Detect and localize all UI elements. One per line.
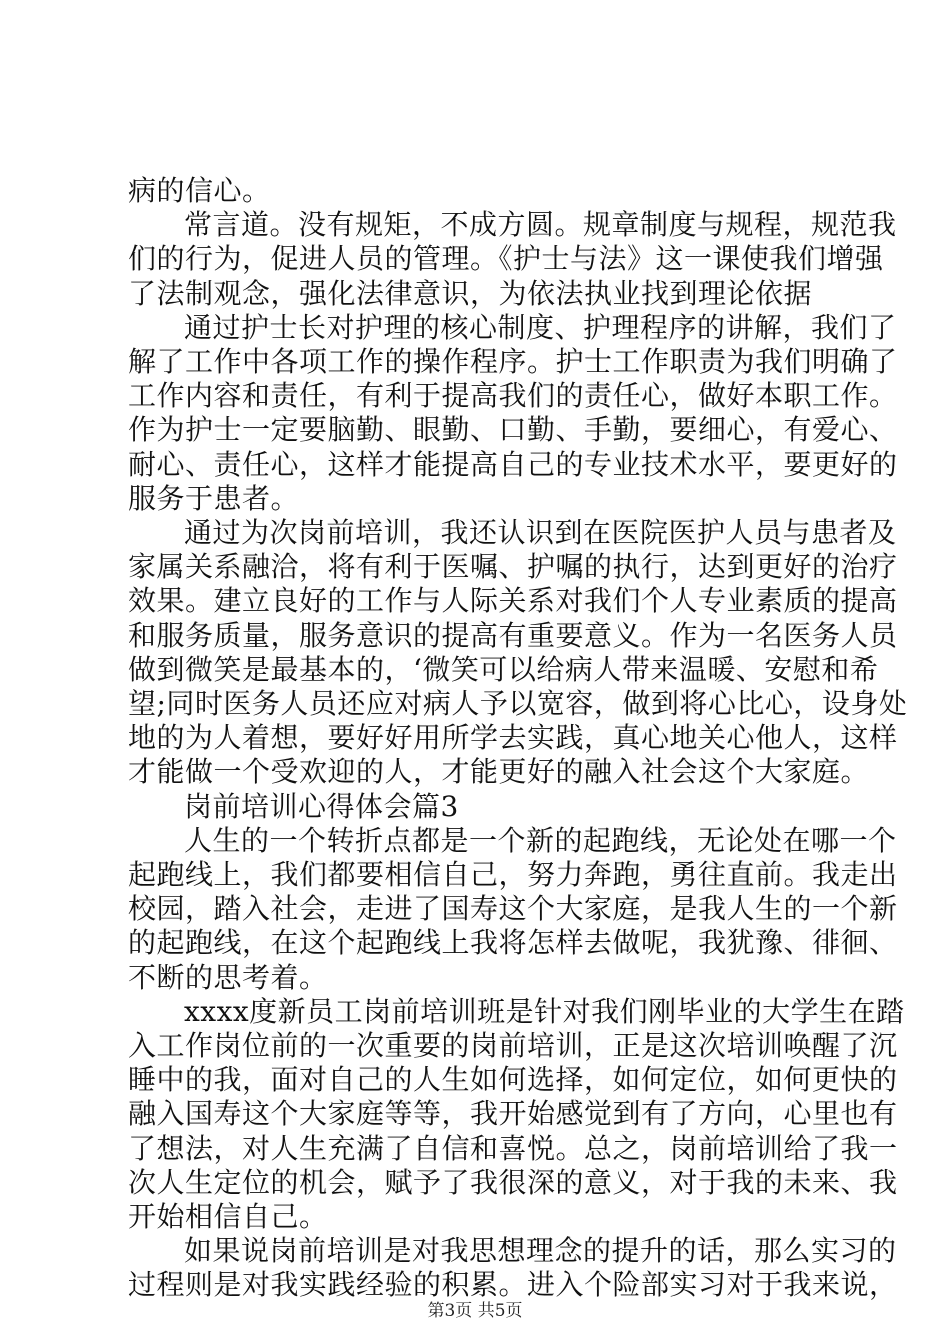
text-line: 家属关系融洽，将有利于医嘱、护嘱的执行，达到更好的治疗 <box>128 550 898 584</box>
paragraph-start: 通过护士长对护理的核心制度、护理程序的讲解，我们了 <box>184 310 897 344</box>
text-line: 做到微笑是最基本的，‘微笑可以给病人带来温暖、安慰和希 <box>128 652 879 686</box>
paragraph-start: 如果说岗前培训是对我思想理念的提升的话，那么实习的 <box>184 1234 897 1268</box>
text-line: 地的为人着想，要好好用所学去实践，真心地关心他人，这样 <box>128 721 898 755</box>
text-line: 融入国寿这个大家庭等等，我开始感觉到有了方向，心里也有 <box>128 1097 898 1131</box>
text-line: 校园，踏入社会，走进了国寿这个大家庭，是我人生的一个新 <box>128 892 898 926</box>
text-line: 过程则是对我实践经验的积累。进入个险部实习对于我来说， <box>128 1268 898 1302</box>
text-line: 作为护士一定要脑勤、眼勤、口勤、手勤，要细心，有爱心、 <box>128 413 898 447</box>
text-line: 了法制观念，强化法律意识，为依法执业找到理论依据 <box>128 276 813 310</box>
text-line: 解了工作中各项工作的操作程序。护士工作职责为我们明确了 <box>128 345 898 378</box>
text-line: 的起跑线，在这个起跑线上我将怎样去做呢，我犹豫、徘徊、 <box>128 926 898 960</box>
text-line: 才能做一个受欢迎的人，才能更好的融入社会这个大家庭。 <box>128 755 870 789</box>
paragraph-start: 常言道。没有规矩，不成方圆。规章制度与规程，规范我 <box>184 208 897 242</box>
text-line: 服务于患者。 <box>128 481 300 515</box>
text-line: 效果。建立良好的工作与人际关系对我们个人专业素质的提高 <box>128 584 898 618</box>
text-line: 不断的思考着。 <box>128 960 328 994</box>
text-line: 睡中的我，面对自己的人生如何选择，如何定位，如何更快的 <box>128 1063 898 1097</box>
text-line: 次人生定位的机会，赋予了我很深的意义，对于我的未来、我 <box>128 1165 898 1199</box>
text-line: 望;同时医务人员还应对病人予以宽容，做到将心比心，设身处 <box>128 687 908 720</box>
text-line: 们的行为，促进人员的管理。《护士与法》这一课使我们增强 <box>128 242 884 276</box>
text-line: 开始相信自己。 <box>128 1200 328 1233</box>
text-line: 耐心、责任心，这样才能提高自己的专业技术水平，要更好的 <box>128 447 898 481</box>
text-line: 起跑线上，我们都要相信自己，努力奔跑，勇往直前。我走出 <box>128 858 898 891</box>
text-line: 病的信心。 <box>128 174 271 207</box>
text-line: 和服务质量，服务意识的提高有重要意义。作为一名医务人员 <box>128 618 898 652</box>
paragraph-start: 通过为次岗前培训，我还认识到在医院医护人员与患者及 <box>184 516 897 549</box>
page-footer: 第3页 共5页 <box>427 1301 523 1321</box>
text-line: 入工作岗位前的一次重要的岗前培训，正是这次培训唤醒了沉 <box>128 1029 898 1062</box>
paragraph-start: xxxx度新员工岗前培训班是针对我们刚毕业的大学生在踏 <box>184 994 905 1028</box>
section-heading: 岗前培训心得体会篇3 <box>184 789 459 823</box>
paragraph-start: 人生的一个转折点都是一个新的起跑线，无论处在哪一个 <box>184 823 897 857</box>
text-line: 了想法，对人生充满了自信和喜悦。总之，岗前培训给了我一 <box>128 1131 898 1165</box>
text-line: 工作内容和责任，有利于提高我们的责任心，做好本职工作。 <box>128 379 898 413</box>
